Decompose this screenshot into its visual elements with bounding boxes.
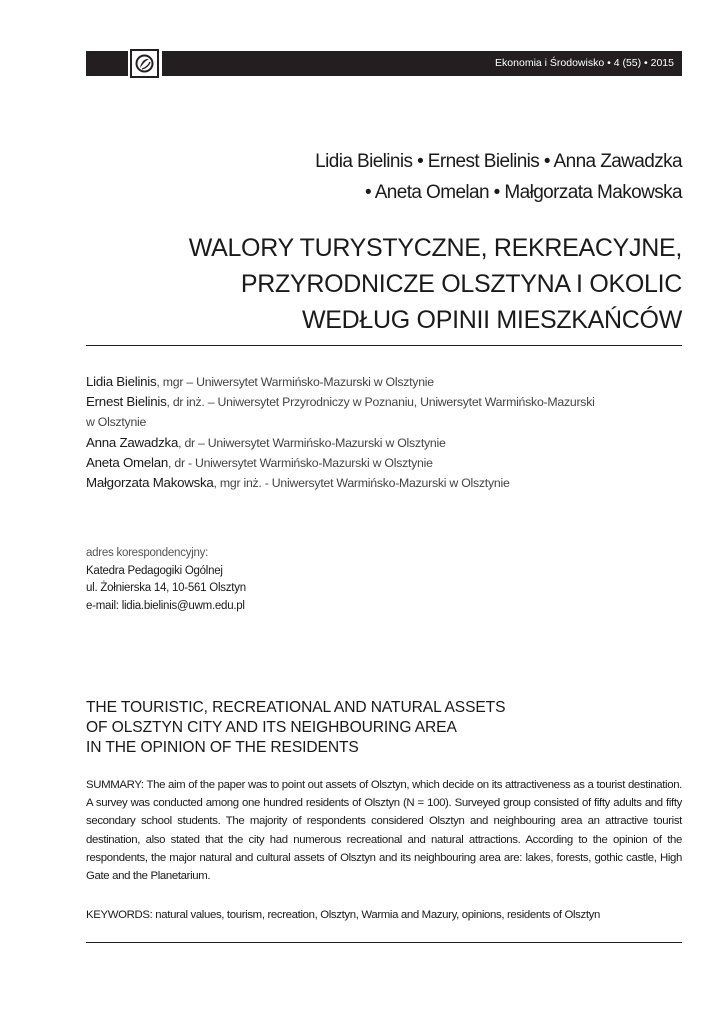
affiliation-line — [86, 372, 626, 392]
affiliation-line — [86, 433, 626, 453]
divider — [86, 345, 682, 346]
affiliation-line — [86, 453, 626, 473]
divider — [86, 942, 682, 943]
english-title-line: IN THE OPINION OF THE RESIDENTS — [86, 739, 359, 756]
author-name: Aneta Omelan — [86, 454, 169, 470]
journal-citation: Ekonomia i Środowisko • 4 (55) • 2015 — [495, 57, 674, 69]
header-bar-left — [86, 51, 128, 76]
affiliation-text: , mgr – Uniwersytet Warmińsko-Mazurski w Olsztynie — [156, 375, 434, 389]
summary: SUMMARY: The aim of the paper was to point out assets of Olsztyn, which decide on its attractiveness as a tourist destination. A survey was conducted among one hundred residents of Olsztyn (N = 100). Surveyed group consisted of fifty adults and fifty secondary school students. The majority of respondents considered Olsztyn and neighbouring area an attractive tourist destination, also stated that the city had numerous recreational and natural attractions. According to the opinion of the respondents, the major natural and cultural assets of Olsztyn and its neighbouring area are: lakes, forests, gothic castle, High Gate and the Planetarium. — [86, 779, 682, 883]
title-line: WEDŁUG OPINII MIESZKAŃCÓW — [301, 306, 682, 334]
correspondence-line: Katedra Pedagogiki Ogólnej — [86, 564, 223, 577]
english-title-line: OF OLSZTYN CITY AND ITS NEIGHBOURING AREA — [86, 719, 457, 736]
english-title — [86, 698, 646, 758]
affiliation-text: w Olsztynie — [86, 415, 147, 430]
affiliation-text: , mgr inż. - Uniwersytet Warmińsko-Mazurski w Olsztynie — [213, 476, 510, 491]
affiliation-line — [86, 392, 626, 412]
affiliations — [86, 372, 626, 493]
english-title-line: THE TOURISTIC, RECREATIONAL AND NATURAL ASSETS — [86, 699, 506, 716]
authors — [182, 146, 682, 208]
affiliation-line — [86, 412, 626, 432]
affiliation-text: , dr inż. – Uniwersytet Przyrodniczy w Poznaniu, Uniwersytet Warmińsko-Mazurski — [166, 395, 595, 410]
author-name: Lidia Bielinis — [86, 374, 157, 389]
correspondence-email: e-mail: lidia.bielinis@uwm.edu.pl — [86, 599, 245, 612]
authors-line: • Aneta Omelan • Małgorzata Makowska — [365, 182, 682, 203]
paper-title — [82, 230, 682, 338]
journal-header — [162, 51, 682, 76]
correspondence-label: adres korespondencyjny: — [86, 547, 209, 559]
author-name: Ernest Bielinis — [86, 394, 167, 410]
authors-line: Lidia Bielinis • Ernest Bielinis • Anna Zawadzka — [315, 151, 682, 172]
affiliation-text: , dr – Uniwersytet Warmińsko-Mazurski w Olsztynie — [178, 435, 446, 450]
affiliation-text: , dr - Uniwersytet Warmińsko-Mazurski w Olsztynie — [168, 455, 433, 470]
author-name: Małgorzata Makowska — [86, 475, 214, 491]
title-line: WALORY TURYSTYCZNE, REKREACYJNE, — [188, 234, 682, 262]
keywords: KEYWORDS: natural values, tourism, recreation, Olsztyn, Warmia and Mazury, opinions, residents of Olsztyn — [86, 909, 600, 921]
author-name: Anna Zawadzka — [86, 434, 179, 450]
correspondence-line: ul. Żołnierska 14, 10-561 Olsztyn — [86, 582, 246, 595]
title-line: PRZYRODNICZE OLSZTYNA I OKOLIC — [240, 270, 682, 298]
journal-logo-icon — [130, 49, 159, 78]
correspondence — [86, 545, 486, 615]
affiliation-line — [86, 473, 626, 493]
